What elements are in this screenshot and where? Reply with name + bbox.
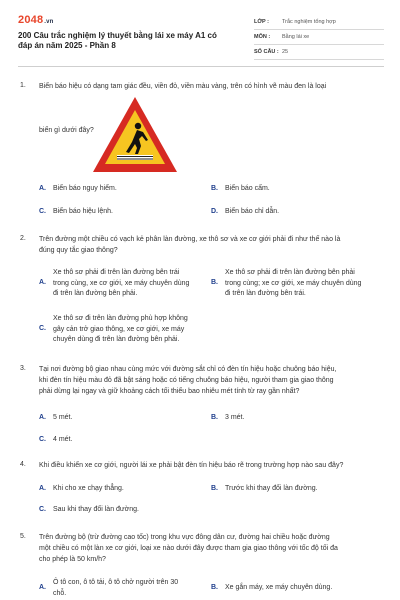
meta-row-subject [254, 30, 384, 45]
option-text: Xe gắn máy, xe máy chuyên dùng. [225, 584, 333, 591]
option-text-line: chỗ. [53, 589, 67, 597]
option-text-line: gây cản trở giao thông, xe cơ giới, xe máy [53, 325, 185, 333]
option-text-line: Xe thô sơ phải đi trên làn đường bên phải [225, 269, 355, 276]
option-c[interactable] [39, 314, 211, 346]
option-text: Sau khi thay đổi làn đường. [53, 506, 139, 513]
option-letter: C. [39, 208, 46, 215]
question-3 [18, 365, 384, 450]
logo-main: 2048 [18, 14, 44, 26]
option-text-line: Xe thô sơ phải đi trên làn đường bên trái [53, 269, 180, 276]
question-number: 3. [20, 365, 26, 372]
question-text-line: Tại nơi đường bộ giao nhau cùng mức với đường sắt chỉ có đèn tín hiệu hoặc chuông báo hiệu, [39, 366, 337, 373]
site-logo[interactable] [18, 14, 54, 26]
question-number: 1. [20, 82, 26, 89]
question-number: 4. [20, 461, 26, 468]
option-text: Khi cho xe chạy thẳng. [53, 485, 124, 492]
option-letter: D. [211, 208, 218, 215]
option-text-line: Ô tô con, ô tô tải, ô tô chở người trên 30 [53, 579, 179, 586]
option-letter: A. [39, 584, 46, 591]
option-b[interactable] [211, 268, 383, 300]
option-text: Biển báo nguy hiểm. [53, 185, 117, 192]
meta-value: Trắc nghiệm tổng hợp [282, 19, 336, 25]
meta-key: SỐ CÂU : [254, 49, 279, 55]
question-text-continued: biển gì dưới đây? [39, 127, 94, 134]
option-text-line: trong cùng, xe cơ giới, xe máy chuyên dùng [53, 279, 190, 287]
question-text-line: cho phép là 50 km/h? [39, 556, 106, 563]
option-letter: C. [39, 325, 46, 332]
question-text-line: Trên đường một chiều có vạch kẻ phân làn đường, xe thô sơ và xe cơ giới phải đi như thế nào là [39, 236, 341, 243]
logo-suffix: .vn [44, 19, 54, 25]
option-letter: B. [211, 485, 218, 492]
option-letter: A. [39, 485, 46, 492]
question-text-line: Trên đường bộ (trừ đường cao tốc) trong khu vực đông dân cư, đường hai chiều hoặc đường [39, 534, 330, 541]
question-number: 5. [20, 533, 26, 540]
question-text-line: Khi điều khiển xe cơ giới, người lái xe phải bật đèn tín hiệu báo rẽ trong trường hợp nào sau đây? [39, 462, 344, 469]
question-1 [18, 82, 384, 222]
option-letter: B. [211, 279, 218, 286]
option-text: Trước khi thay đổi làn đường. [225, 485, 318, 492]
question-text-line: một chiều có một làn xe cơ giới, loại xe nào dưới đây được tham gia giao thông với tốc độ tối đa [39, 545, 338, 552]
question-4 [18, 461, 384, 521]
option-letter: B. [211, 414, 218, 421]
pedestrian-warning-sign-icon [90, 94, 180, 176]
question-5 [18, 533, 384, 600]
question-text-line: phải dừng lại ngay và giữ khoảng cách tối thiểu bao nhiêu mét tính từ ray gần nhất? [39, 388, 300, 395]
meta-value: Bằng lái xe [282, 34, 310, 40]
meta-row-class [254, 15, 384, 30]
question-text-line: đúng quy tắc giao thông? [39, 247, 118, 254]
question-number: 2. [20, 235, 26, 242]
option-text-line: chuyên dùng đi trên làn đường bên phải. [53, 336, 180, 343]
option-text-line: trong cùng; xe cơ giới, xe máy chuyên dùng [225, 279, 362, 287]
option-letter: A. [39, 279, 46, 286]
option-letter: A. [39, 414, 46, 421]
option-text: Biển báo cấm. [225, 185, 270, 192]
option-letter: B. [211, 185, 218, 192]
question-text: Biển báo hiệu có dạng tam giác đều, viền đỏ, viền màu vàng, trên có hình vẽ màu đen là loại [39, 83, 327, 90]
option-letter: C. [39, 506, 46, 513]
option-text-line: Xe thô sơ đi trên làn đường phù hợp không [53, 315, 188, 322]
question-2 [18, 235, 384, 355]
meta-value: 25 [282, 49, 289, 55]
document-title: 200 Câu trắc nghiệm lý thuyết bằng lái xe máy A1 có đáp án năm 2025 - Phần 8 [18, 31, 217, 50]
option-text: Biển báo hiệu lệnh. [53, 208, 113, 215]
meta-key: MÔN : [254, 34, 271, 40]
option-text: 3 mét. [225, 414, 245, 421]
option-text-line: đi trên làn đường bên phải. [53, 290, 138, 297]
option-text-line: đi trên làn đường bên trái. [225, 290, 306, 297]
option-text: 5 mét. [53, 414, 73, 421]
header-divider [18, 66, 384, 67]
option-letter: C. [39, 436, 46, 443]
option-text: 4 mét. [53, 436, 73, 443]
option-text: Biển báo chỉ dẫn. [225, 208, 280, 215]
question-text-line: khi đèn tín hiệu màu đỏ đã bật sáng hoặc có tiếng chuông báo hiệu, người tham gia giao thông [39, 377, 334, 384]
meta-key: LỚP : [254, 19, 269, 25]
option-a[interactable] [39, 268, 211, 300]
option-letter: B. [211, 584, 218, 591]
option-a[interactable] [39, 578, 211, 600]
document-header [18, 14, 384, 58]
meta-row-count [254, 45, 384, 60]
document-meta [254, 15, 384, 60]
option-letter: A. [39, 185, 46, 192]
